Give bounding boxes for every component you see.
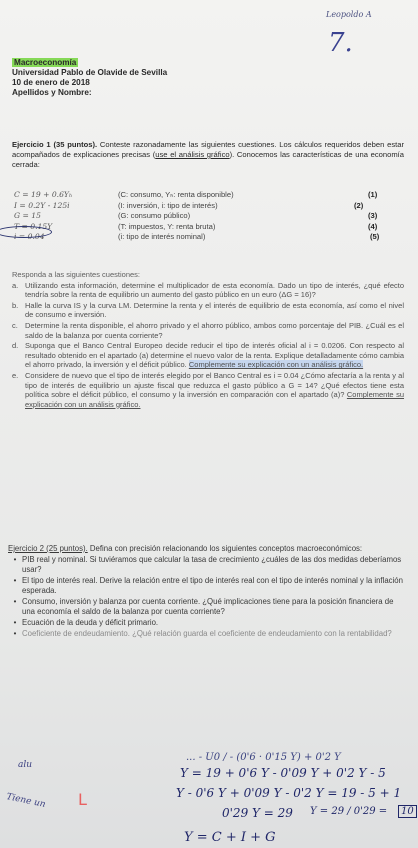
course-title: Macroeconomía xyxy=(14,58,77,67)
handwritten-mark: 7. xyxy=(328,28,353,58)
equation-row xyxy=(14,201,404,212)
question-item xyxy=(12,371,404,409)
equation-number: (1) xyxy=(368,190,378,199)
concept-item xyxy=(8,555,404,575)
question-item xyxy=(12,341,404,370)
boxed-result: 10 xyxy=(398,805,417,818)
equation-row xyxy=(14,232,404,243)
exercise-1-intro-end: ). Conocemos las características de una economía cerrada: xyxy=(12,150,404,169)
question-text: Suponga que el Banco Central Europeo decide reducir el tipo de interés oficial al i = 0.0206. Con respecto al resultado obtenido en el apartado (a) determine el nuevo valor de la renta. Explique detalladamente cómo cambia el ahorro privado, la inversión y el déficit público. xyxy=(25,341,404,370)
question-text: Determine la renta disponible, el ahorro privado y el ahorro público, ambos como porcentaje del PIB. ¿Cuál es el saldo de la balanza por cuenta corriente? xyxy=(25,320,404,340)
exam-date: 10 de enero de 2018 xyxy=(12,78,90,87)
equation-description: (T: impuestos, Y: renta bruta) xyxy=(118,221,216,231)
equation-number: (4) xyxy=(368,221,378,231)
exercise-2 xyxy=(8,544,404,639)
concept-text: Coeficiente de endeudamiento. ¿Qué relación guarda el coeficiente de endeudamiento con la rentabilidad? xyxy=(22,629,392,638)
equation-number: (2) xyxy=(354,200,364,210)
equation-description: (I: inversión, i: tipo de interés) xyxy=(118,200,218,210)
margin-note: Tiene un xyxy=(5,791,47,811)
equation-description: (G: consumo público) xyxy=(118,211,191,220)
top-right-annotation xyxy=(318,6,418,56)
concept-item xyxy=(8,629,404,639)
exercise-1-intro-underlined: use el análisis gráfico xyxy=(155,150,230,159)
handwritten-line: Y = 19 + 0'6 Y - 0'09 Y + 0'2 Y - 5 xyxy=(180,766,386,780)
equation-number: (3) xyxy=(368,211,378,220)
concept-text: Ecuación de la deuda y déficit primario. xyxy=(22,618,159,627)
equations-table xyxy=(14,190,404,243)
concept-item xyxy=(8,576,404,596)
handwritten-fraction: Y = 29 / 0'29 = xyxy=(310,806,388,817)
underlined-instruction: Complemente su explicación con un análisis gráfico. xyxy=(25,390,405,409)
question-text: Considere de nuevo que el tipo de interés elegido por el Banco Central es i = 0.04 ¿Cómo afectaría a la renta y al tipo de interés de equilibrio un ajuste fiscal que reduzca el gasto público a G = 14? ¿Qué efectos tiene esta política sobre el déficit público, el consumo y la inversión en comparación con el apartado (a)? xyxy=(25,370,404,400)
bullet-icon: • xyxy=(13,618,17,627)
university-name: Universidad Pablo de Olavide de Sevilla xyxy=(12,68,168,77)
equation-description: (i: tipo de interés nominal) xyxy=(118,232,206,241)
handwritten-line: Y = C + I + G xyxy=(184,830,276,845)
concept-text: PIB real y nominal. Si tuviéramos que calcular la tasa de crecimiento ¿cuáles de las dos medidas deberíamos usar? xyxy=(22,555,402,574)
equation: I = 0.2Y - 125i xyxy=(14,200,70,210)
signature: Leopoldo A xyxy=(326,10,372,19)
exercise-1-questions xyxy=(12,270,404,410)
concept-item xyxy=(8,618,404,628)
questions-lead: Responda a las siguientes cuestiones: xyxy=(12,270,140,279)
equation: T = 0.15Y xyxy=(14,221,53,231)
bullet-icon: • xyxy=(13,555,17,564)
question-text: Utilizando esta información, determine el multiplicador de esta economía. Dado un tipo de interés, ¿qué efecto tendría sobre la renta de equilibrio un aumento del gasto público en un euro (ΔG = 16)? xyxy=(25,280,404,300)
handwritten-line: Y - 0'6 Y + 0'09 Y - 0'2 Y = 19 - 5 + 1 xyxy=(176,786,402,800)
equation: i = 0.04 xyxy=(14,232,45,241)
equation: G = 15 xyxy=(14,211,41,220)
concept-item xyxy=(8,597,404,617)
question-label: c. xyxy=(12,320,18,330)
question-label: d. xyxy=(12,341,19,351)
question-label: e. xyxy=(12,370,19,380)
margin-note: alu xyxy=(18,760,33,770)
handwritten-line: ... - U0 / - (0'6 · 0'15 Y) + 0'2 Y xyxy=(186,752,341,763)
concept-text: El tipo de interés real. Derive la relación entre el tipo de interés real con el tipo de interés nominal y la inflación esperada. xyxy=(22,576,403,595)
question-label: a. xyxy=(12,280,19,290)
concept-text: Consumo, inversión y balanza por cuenta corriente. ¿Qué implicaciones tiene para la posición financiera de una economía el saldo de la balanza por cuenta corriente? xyxy=(22,597,394,616)
question-item xyxy=(12,281,404,300)
red-pen-mark: L xyxy=(78,790,87,809)
bullet-icon: • xyxy=(13,629,17,638)
highlighted-instruction: Complemente su explicación con un análisis gráfico. xyxy=(188,360,364,370)
equation-row xyxy=(14,211,404,222)
bullet-icon: • xyxy=(13,576,17,585)
exercise-2-intro: Defina con precisión relacionando los siguientes conceptos macroeconómicos: xyxy=(89,544,363,553)
equation-row xyxy=(14,222,404,233)
equation: C = 19 + 0.6Yₕ xyxy=(14,190,73,199)
exercise-2-title: Ejercicio 2 (25 puntos). xyxy=(8,544,88,553)
question-item xyxy=(12,301,404,320)
equation-description: (C: consumo, Yₕ: renta disponible) xyxy=(118,190,234,199)
question-text: Halle la curva IS y la curva LM. Determine la renta y el interés de equilibrio de esta economía, así como el nivel de consumo e inversión. xyxy=(25,300,404,320)
bullet-icon: • xyxy=(13,597,17,606)
name-label: Apellidos y Nombre: xyxy=(12,88,92,97)
handwritten-line: 0'29 Y = 29 xyxy=(222,806,293,820)
question-label: b. xyxy=(12,300,19,310)
question-item xyxy=(12,321,404,340)
equation-row xyxy=(14,190,404,201)
exam-header xyxy=(12,58,312,98)
exercise-1-intro xyxy=(12,140,404,170)
exercise-1-title: Ejercicio 1 (35 puntos). xyxy=(12,140,98,149)
exercise-1-intro-text: Conteste razonadamente las siguientes cuestiones. Los cálculos requeridos deben estar acompañados de explicaciones precisas ( xyxy=(12,140,404,159)
equation-number: (5) xyxy=(370,232,380,241)
